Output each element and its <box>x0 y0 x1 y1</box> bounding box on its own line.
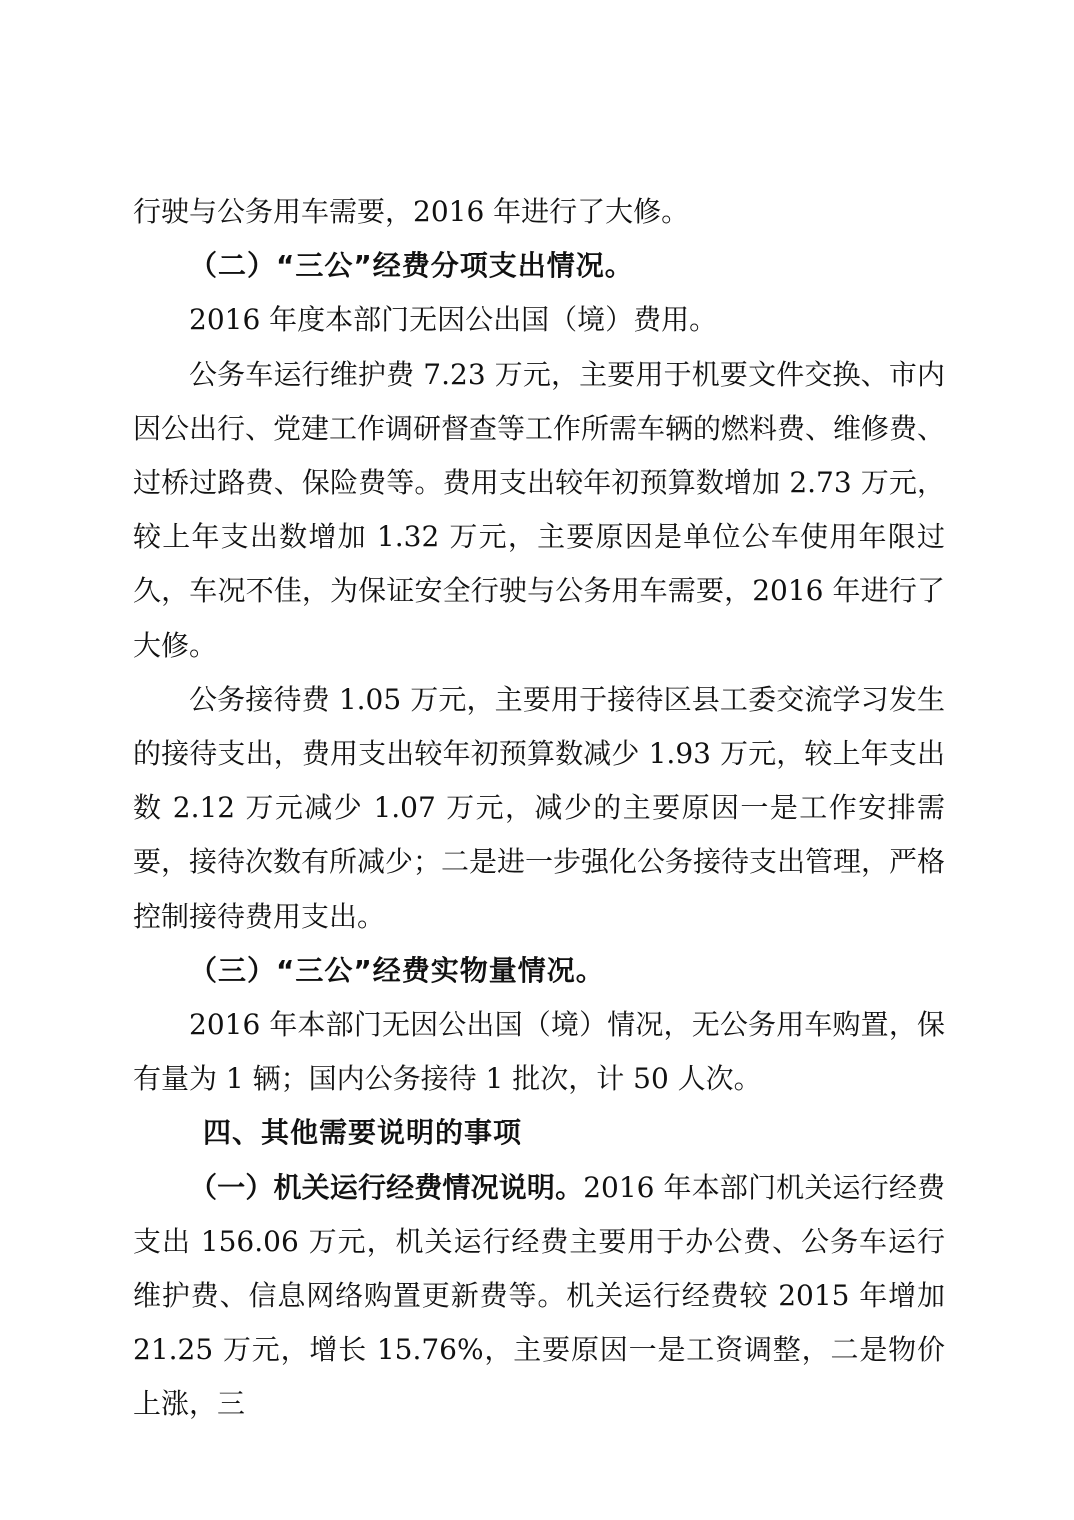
paragraph-operating-cost-text: 2016 年本部门机关运行经费支出 156.06 万元，机关运行经费主要用于办公费、公务车运行维护费、信息网络购置更新费等。机关运行经费较 2015 年增加 21.25 万元，增长 15.76%，主要原因一是工资调整，二是物价上涨，三 <box>133 1170 945 1421</box>
paragraph-vehicle-cost: 公务车运行维护费 7.23 万元，主要用于机要文件交换、市内因公出行、党建工作调研督查等工作所需车辆的燃料费、维修费、过桥过路费、保险费等。费用支出较年初预算数增加 2.73 万元，较上年支出数增加 1.32 万元，主要原因是单位公车使用年限过久，车况不佳，为保证安全行驶与公务用车需要，2016 年进行了大修。 <box>133 357 946 662</box>
paragraph-continuation: 行驶与公务用车需要，2016 年进行了大修。 <box>133 195 690 228</box>
paragraph-operating-cost <box>133 1161 945 1432</box>
section-heading-4: 四、其他需要说明的事项 <box>203 1116 523 1150</box>
paragraph-physical-quantity: 2016 年本部门无因公出国（境）情况，无公务用车购置，保有量为 1 辆；国内公务接待 1 批次，计 50 人次。 <box>133 1008 945 1096</box>
paragraph-travel-abroad: 2016 年度本部门无因公出国（境）费用。 <box>189 303 718 337</box>
section-heading-3: （三）“三公”经费实物量情况。 <box>189 953 605 987</box>
paragraph-operating-cost-title: （一）机关运行经费情况说明。 <box>189 1170 584 1204</box>
document-body <box>133 185 945 1432</box>
paragraph-reception-cost: 公务接待费 1.05 万元，主要用于接待区县工委交流学习发生的接待支出，费用支出较年初预算数减少 1.93 万元，较上年支出数 2.12 万元减少 1.07 万元，减少的主要原因一是工作安排需要，接待次数有所减少；二是进一步强化公务接待支出管理，严格控制接待费用支出。 <box>133 682 946 933</box>
section-heading-2: （二）“三公”经费分项支出情况。 <box>189 249 634 283</box>
